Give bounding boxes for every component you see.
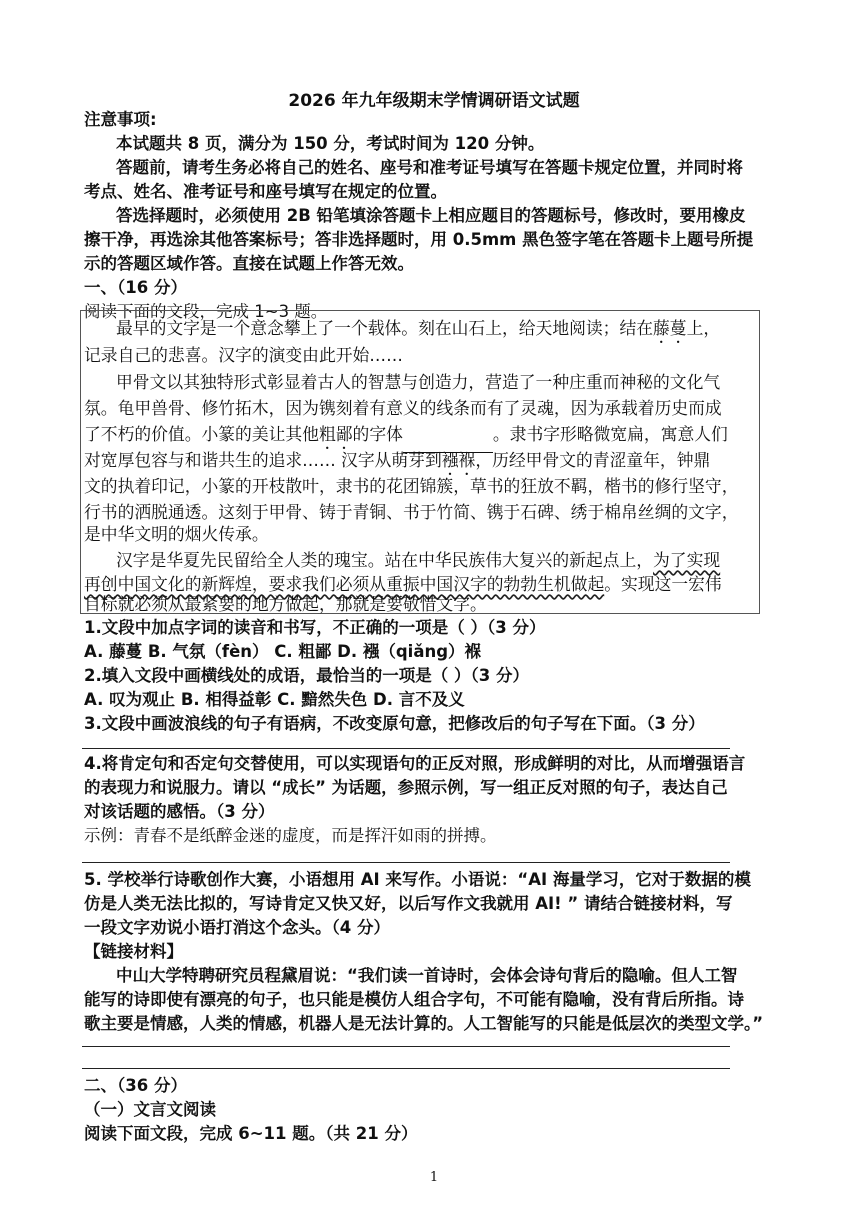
passage-line-8: 行书的洒脱通透。这刻于甲骨、铸于青铜、书于竹简、镌于石碑、绣于棉帛丝绸的文字， bbox=[84, 502, 739, 522]
question-4-example: 示例：青春不是纸醉金迷的虚度，而是挥汗如雨的拼搏。 bbox=[84, 826, 497, 845]
passage-text: 了不朽的价值。小篆的美让其他 bbox=[84, 424, 319, 444]
notice-p2a: 答题前，请考生务必将自己的姓名、座号和准考证号填写在答题卡规定位置，并同时将 bbox=[116, 158, 743, 177]
passage-text: ，历经甲骨文的青涩童年，钟鼎 bbox=[475, 450, 711, 470]
section1-heading: 一、（16 分） bbox=[84, 278, 187, 297]
question-3: 3.文段中画波浪线的句子有语病，不改变原句意，把修改后的句子写在下面。（3 分） bbox=[84, 714, 705, 733]
section2-heading: 二、（36 分） bbox=[84, 1076, 187, 1095]
notice-p3c: 示的答题区域作答。直接在试题上作答无效。 bbox=[84, 254, 414, 273]
question-4-line-2: 的表现力和说服力。请以 “成长” 为话题，参照示例，写一组正反对照的句子，表达自己 bbox=[84, 778, 728, 797]
passage-line-12: 目标就必须从最紧要的地方做起，那就是要敬惜文字。 bbox=[84, 594, 487, 614]
question-4-line-3: 对该话题的感悟。（3 分） bbox=[84, 802, 275, 821]
section1-instruction: 阅读下面的文段，完成 1~3 题。 bbox=[84, 302, 328, 321]
notice-p3a: 答选择题时，必须使用 2B 铅笔填涂答题卡上相应题目的答题标号，修改时，要用橡皮 bbox=[116, 206, 746, 225]
question-5-line-2: 仿是人类无法比拟的，写诗肯定又快又好，以后写作文我就用 AI! ” 请结合链接材料，写 bbox=[84, 894, 733, 913]
question-2-options: A. 叹为观止 B. 相得益彰 C. 黯然失色 D. 言不及义 bbox=[84, 690, 465, 709]
question-1-options: A. 藤蔓 B. 气氛（fèn） C. 粗鄙 D. 襁（qiǎng）褓 bbox=[84, 642, 482, 661]
passage-line-9: 是中华文明的烟火传承。 bbox=[84, 524, 269, 544]
link-material-line-1: 中山大学特聘研究员程黛眉说：“我们读一首诗时，会体会诗句背后的隐喻。但人工智 bbox=[116, 966, 738, 985]
question-5-line-3: 一段文字劝说小语打消这个念头。（4 分） bbox=[84, 918, 390, 937]
dotted-word-cubi: 粗鄙 bbox=[318, 424, 353, 444]
question-1: 1.文段中加点字词的读音和书写，不正确的一项是（ ）（3 分） bbox=[84, 618, 546, 637]
passage-line-2: 记录自己的悲喜。汉字的演变由此开始…… bbox=[84, 345, 403, 365]
passage-text: 。隶书字形略微宽扁，寓意人们 bbox=[492, 424, 728, 444]
question-2: 2.填入文段中画横线处的成语，最恰当的一项是（ ）（3 分） bbox=[84, 666, 529, 685]
link-material-heading: 【链接材料】 bbox=[84, 942, 183, 961]
question-4-line-1: 4.将肯定句和否定句交替使用，可以实现语句的正反对照，形成鲜明的对比，从而增强语言 bbox=[84, 754, 746, 773]
passage-text: 的字体 bbox=[352, 424, 403, 444]
passage-line-7: 文的执着印记，小篆的开枝散叶，隶书的花团锦簇，草书的狂放不羁，楷书的修行坚守， bbox=[84, 476, 739, 496]
passage-text: 最早的文字是一个意念攀上了一个载体。刻在山石上，给天地阅读；结在 bbox=[116, 318, 654, 338]
notice-p2b: 考点、姓名、准考证号和座号填写在规定的位置。 bbox=[84, 182, 447, 201]
section2-instruction: 阅读下面文段，完成 6~11 题。（共 21 分） bbox=[84, 1124, 418, 1143]
passage-line-4: 氛。龟甲兽骨、修竹拓木，因为镌刻着有意义的线条而有了灵魂，因为承载着历史而成 bbox=[84, 398, 722, 418]
exam-title: 2026 年九年级期末学情调研语文试题 bbox=[288, 91, 580, 111]
answer-line-q5-1 bbox=[82, 1046, 730, 1047]
passage-line-3: 甲骨文以其独特形式彰显着古人的智慧与创造力，营造了一种庄重而神秘的文化气 bbox=[116, 372, 721, 392]
wavy-sentence-part: 为了实现 bbox=[653, 550, 721, 570]
answer-line-q3 bbox=[82, 748, 730, 749]
answer-line-q4 bbox=[82, 862, 730, 863]
dotted-word-qiangbao: 襁褓 bbox=[441, 450, 476, 470]
wavy-sentence-part: 再创中国文化的新辉煌，要求我们必须从重振中国汉字的勃勃生机做起 bbox=[84, 574, 605, 594]
passage-line-10 bbox=[116, 548, 784, 572]
passage-text: 对宽厚包容与和谐共生的追求…… 汉字从萌芽到 bbox=[84, 450, 442, 470]
dotted-word-tengman: 藤蔓 bbox=[653, 318, 687, 338]
link-material-line-3: 歌主要是情感，人类的情感，机器人是无法计算的。人工智能写的只能是低层次的类型文学。” bbox=[84, 1014, 764, 1033]
section2-sub: （一）文言文阅读 bbox=[84, 1100, 216, 1119]
notice-heading: 注意事项: bbox=[84, 110, 157, 129]
question-5-line-1: 5. 学校举行诗歌创作大赛，小语想用 AI 来写作。小语说：“AI 海量学习，它对于数据的模 bbox=[84, 870, 751, 889]
page-number: 1 bbox=[429, 1170, 439, 1185]
notice-p3b: 擦干净，再选涂其他答案标号；答非选择题时，用 0.5mm 黑色签字笔在答题卡上题号所提 bbox=[84, 230, 754, 249]
passage-text: 上， bbox=[686, 318, 721, 338]
link-material-line-2: 能写的诗即使有漂亮的句子，也只能是模仿人组合字句，不可能有隐喻，没有背后所指。诗 bbox=[84, 990, 744, 1009]
passage-text: 汉字是华夏先民留给全人类的瑰宝。站在中华民族伟大复兴的新起点上， bbox=[116, 550, 654, 570]
answer-line-q5-2 bbox=[82, 1068, 730, 1069]
notice-p1: 本试题共 8 页，满分为 150 分，考试时间为 120 分钟。 bbox=[116, 134, 545, 153]
passage-text: 。实现这一宏伟 bbox=[604, 574, 722, 594]
